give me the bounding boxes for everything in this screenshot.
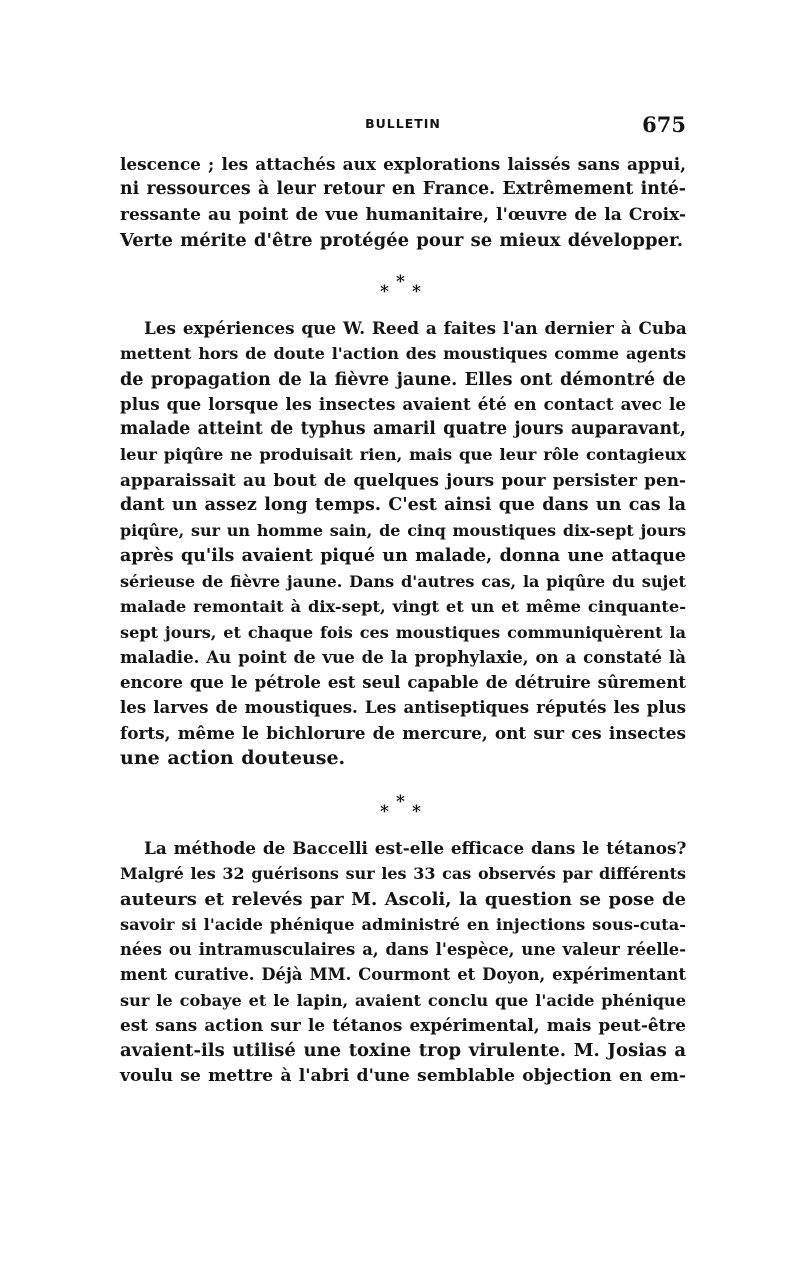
- paragraph-croix-verte: [120, 152, 686, 253]
- text-line: malade atteint de typhus amaril quatre jours auparavant,: [120, 419, 686, 440]
- page-header: [120, 112, 686, 142]
- asterisk: *: [396, 792, 405, 812]
- text-line: Malgré les 32 guérisons sur les 33 cas observés par différents: [120, 864, 686, 884]
- text-line: Les expériences que W. Reed a faites l'an dernier à Cuba: [144, 318, 687, 338]
- text-line: La méthode de Baccelli est-elle efficace dans le tétanos?: [144, 838, 687, 858]
- paragraph-baccelli-tetanos: [120, 836, 686, 1089]
- text-line: Verte mérite d'être protégée pour se mieux développer.: [120, 229, 684, 251]
- page-number: 675: [642, 112, 686, 137]
- text-line: mettent hors de doute l'action des moustiques comme agents: [120, 344, 686, 364]
- asterisk: *: [380, 282, 389, 302]
- text-line: est sans action sur le tétanos expérimental, mais peut-être: [120, 1015, 686, 1036]
- text-line: nées ou intramusculaires a, dans l'espèce, une valeur réelle-: [120, 940, 686, 960]
- text-line: ressante au point de vue humanitaire, l'œuvre de la Croix-: [120, 204, 686, 225]
- running-head: BULLETIN: [365, 116, 441, 131]
- text-line: piqûre, sur un homme sain, de cinq moustiques dix-sept jours: [120, 521, 686, 541]
- text-line: ni ressources à leur retour en France. Extrêmement inté-: [120, 179, 686, 200]
- text-line: après qu'ils avaient piqué un malade, donna une attaque: [120, 545, 686, 566]
- text-line: de propagation de la fièvre jaune. Elles ont démontré de: [120, 368, 686, 390]
- text-line: sept jours, et chaque fois ces moustiques communiquèrent la: [120, 622, 686, 642]
- text-line: voulu se mettre à l'abri d'une semblable objection en em-: [120, 1065, 686, 1086]
- text-line: plus que lorsque les insectes avaient été en contact avec le: [120, 393, 686, 414]
- text-line: savoir si l'acide phénique administré en injections sous-cuta-: [120, 914, 686, 934]
- asterisk: *: [380, 802, 389, 822]
- text-line: encore que le pétrole est seul capable de détruire sûrement: [120, 672, 686, 693]
- text-line: sérieuse de fièvre jaune. Dans d'autres cas, la piqûre du sujet: [120, 571, 686, 591]
- text-line: une action douteuse.: [120, 747, 346, 770]
- asterism-separator: [376, 272, 426, 302]
- text-line: dant un assez long temps. C'est ainsi que dans un cas la: [120, 495, 686, 516]
- asterisk: *: [396, 272, 405, 292]
- text-line: lescence ; les attachés aux explorations laissés sans appui,: [120, 154, 686, 174]
- text-line: sur le cobaye et le lapin, avaient conclu que l'acide phénique: [120, 990, 686, 1010]
- text-line: ment curative. Déjà MM. Courmont et Doyon, expérimentant: [120, 965, 686, 985]
- paragraph-reed-mosquitoes: [120, 316, 686, 771]
- asterisk: *: [412, 282, 421, 302]
- text-line: les larves de moustiques. Les antiseptiques réputés les plus: [120, 697, 686, 718]
- text-line: leur piqûre ne produisait rien, mais que leur rôle contagieux: [120, 445, 686, 465]
- text-line: malade remontait à dix-sept, vingt et un et même cinquante-: [120, 597, 686, 617]
- text-line: forts, même le bichlorure de mercure, ont sur ces insectes: [120, 722, 686, 743]
- asterism-separator: [376, 792, 426, 822]
- text-line: avaient-ils utilisé une toxine trop virulente. M. Josias a: [120, 1040, 686, 1062]
- text-line: auteurs et relevés par M. Ascoli, la question se pose de: [120, 888, 686, 910]
- text-line: maladie. Au point de vue de la prophylaxie, on a constaté là: [120, 646, 686, 667]
- asterisk: *: [412, 802, 421, 822]
- text-line: apparaissait au bout de quelques jours pour persister pen-: [120, 469, 686, 490]
